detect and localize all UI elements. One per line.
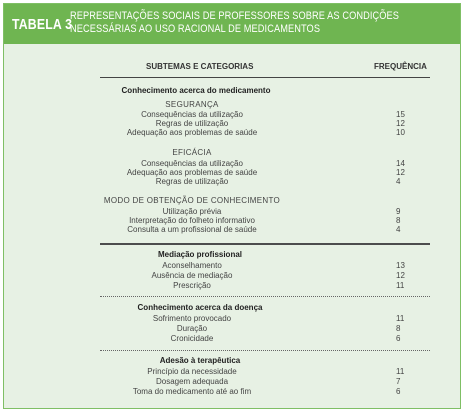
list-item: Aconselhamento [162, 261, 222, 270]
frequency-value: 9 [396, 207, 401, 216]
list-item: Prescrição [173, 281, 211, 290]
list-item: Adequação aos problemas de saúde [126, 128, 258, 137]
frequency-value: 12 [396, 168, 405, 177]
list-item: Adequação aos problemas de saúde [126, 168, 258, 177]
section-title: Mediação profissional [157, 250, 243, 259]
frequency-value: 10 [396, 128, 405, 137]
frequency-value: 8 [396, 324, 401, 333]
frequency-value: 4 [396, 225, 401, 234]
frequency-value: 12 [396, 271, 405, 280]
list-item: Utilização prévia [162, 207, 222, 216]
frequency-value: 12 [396, 119, 405, 128]
list-item: Dosagem adequada [155, 377, 229, 386]
list-item: Toma do medicamento até ao fim [132, 387, 252, 396]
section-divider [100, 243, 430, 245]
frequency-value: 6 [396, 387, 401, 396]
list-item: Consulta a um profissional de saúde [127, 225, 257, 234]
section-divider [100, 296, 430, 297]
list-item: Duração [176, 324, 208, 333]
section-title: Conhecimento acerca da doença [137, 303, 263, 312]
table-header [4, 4, 460, 44]
frequency-value: 11 [396, 281, 405, 290]
frequency-value: 11 [396, 367, 405, 376]
column-headers [4, 58, 460, 78]
frequency-value: 15 [396, 110, 405, 119]
list-item: Regras de utilização [155, 119, 229, 128]
section-title: Conhecimento acerca do medicamento [121, 86, 271, 95]
group-subtitle: MODO DE OBTENÇÃO DE CONHECIMENTO [103, 196, 281, 205]
list-item: Interpretação do folheto informativo [129, 216, 255, 225]
section-title: Adesão à terapêutica [159, 356, 241, 365]
frequency-value: 14 [396, 159, 405, 168]
group-subtitle: SEGURANÇA [165, 100, 219, 109]
table-panel [3, 3, 461, 409]
list-item: Cronicidade [170, 334, 214, 343]
frequency-value: 6 [396, 334, 401, 343]
frequency-value: 7 [396, 377, 401, 386]
list-item: Consequências da utilização [141, 159, 243, 168]
list-item: Sofrimento provocado [152, 314, 232, 323]
frequency-value: 11 [396, 314, 405, 323]
header-rule [100, 77, 430, 78]
section-divider [100, 350, 430, 351]
group-subtitle: EFICÁCIA [172, 148, 212, 157]
column-header-frequency: FREQUÊNCIA [374, 62, 427, 71]
table-title: REPRESENTAÇÕES SOCIAIS DE PROFESSORES SOBRE AS CONDIÇÕES NECESSÁRIAS AO USO RACIONAL DE MEDICAMENTOS [70, 10, 400, 35]
frequency-value: 4 [396, 177, 401, 186]
table-label: TABELA 3 [12, 16, 73, 33]
list-item: Regras de utilização [155, 177, 229, 186]
list-item: Princípio da necessidade [147, 367, 237, 376]
frequency-value: 8 [396, 216, 401, 225]
frequency-value: 13 [396, 261, 405, 270]
column-header-category: SUBTEMAS E CATEGORIAS [146, 62, 254, 71]
list-item: Consequências da utilização [141, 110, 243, 119]
list-item: Ausência de mediação [151, 271, 233, 280]
